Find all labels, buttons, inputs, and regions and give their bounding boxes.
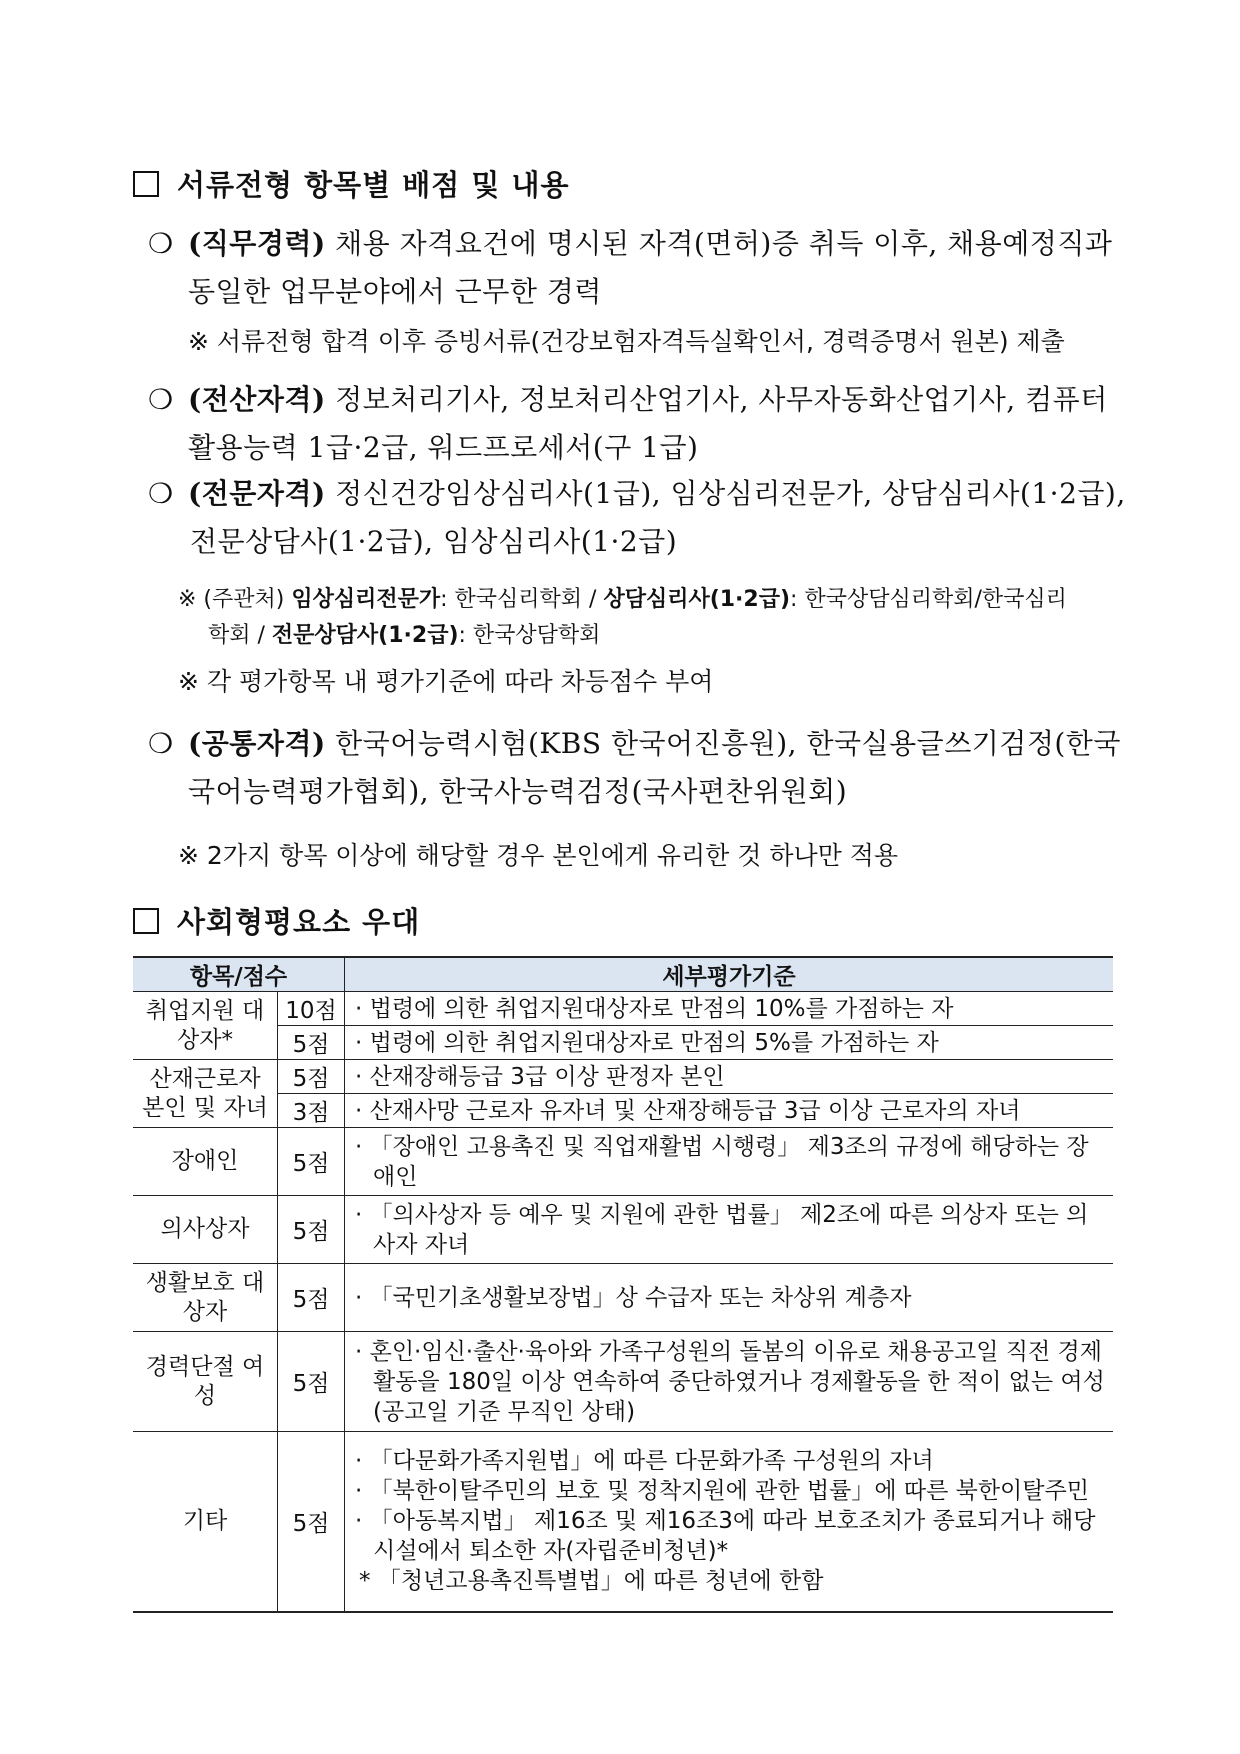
item-job-career: ❍ (직무경력) 채용 자격요건에 명시된 자격(면허)증 취득 이후, 채용예정직과 동일한 업무분야에서 근무한 경력 — [148, 220, 1112, 316]
table-row — [133, 1128, 1113, 1196]
score-cell: 5점 — [278, 1196, 345, 1264]
circle-bullet-icon: ❍ — [148, 727, 174, 760]
checkbox-square-icon — [133, 171, 159, 197]
category-cell: 기타 — [133, 1432, 278, 1612]
table-row — [133, 1060, 1113, 1094]
table-row — [133, 1196, 1113, 1264]
table-header-row — [133, 957, 1113, 992]
score-cell: 3점 — [278, 1094, 345, 1128]
category-cell: 취업지원 대상자* — [133, 992, 278, 1060]
criteria-cell: · 「국민기초생활보장법」상 수급자 또는 차상위 계층자 — [345, 1264, 1114, 1332]
checkbox-square-icon — [133, 908, 159, 934]
note-career-documents: ※ 서류전형 합격 이후 증빙서류(건강보험자격득실확인서, 경력증명서 원본) 제출 — [188, 327, 1065, 356]
category-cell: 의사상자 — [133, 1196, 278, 1264]
section2-heading: 사회형평요소 우대 — [133, 900, 420, 941]
item-common-certificate: ❍ (공통자격) 한국어능력시험(KBS 한국어진흥원), 한국실용글쓰기검정(한국 국어능력평가협회), 한국사능력검정(국사편찬위원회) — [148, 720, 1121, 816]
header-criteria: 세부평가기준 — [345, 957, 1114, 992]
criteria-cell: · 「의사상자 등 예우 및 지원에 관한 법률」 제2조에 따른 의상자 또는 의사자 자녀 — [345, 1196, 1114, 1264]
score-cell: 5점 — [278, 1264, 345, 1332]
criteria-cell: · 「다문화가족지원법」에 따른 다문화가족 구성원의 자녀 · 「북한이탈주민의 보호 및 정착지원에 관한 법률」에 따른 북한이탈주민 · 「아동복지법」 제16조 및 제16조3에 따라 보호조치가 종료되거나 해당 시설에서 퇴소한 자(자립준비청년)* * 「청년고용촉진특별법」에 따른 청년에 한함 — [345, 1432, 1114, 1612]
item-it-certificate: ❍ (전산자격) 정보처리기사, 정보처리산업기사, 사무자동화산업기사, 컴퓨터 활용능력 1급·2급, 워드프로세서(구 1급) — [148, 376, 1108, 472]
header-item: 항목/점수 — [133, 957, 345, 992]
table-row — [133, 1264, 1113, 1332]
category-cell: 경력단절 여성 — [133, 1332, 278, 1432]
circle-bullet-icon: ❍ — [148, 477, 174, 510]
table-row — [133, 1094, 1113, 1128]
score-cell: 10점 — [278, 992, 345, 1026]
item-professional-certificate: ❍ (전문자격) 정신건강임상심리사(1급), 임상심리전문가, 상담심리사(1·2급), 전문상담사(1·2급), 임상심리사(1·2급) — [148, 470, 1126, 566]
item-label: (공통자격) — [188, 727, 326, 760]
section1-heading: 서류전형 항목별 배점 및 내용 — [133, 163, 570, 204]
criteria-cell: · 혼인·임신·출산·육아와 가족구성원의 돌봄의 이유로 채용공고일 직전 경제활동을 180일 이상 연속하여 중단하였거나 경제활동을 한 적이 없는 여성(공고일 기준 무직인 상태) — [345, 1332, 1114, 1432]
score-cell: 5점 — [278, 1432, 345, 1612]
criteria-cell: · 법령에 의한 취업지원대상자로 만점의 5%를 가점하는 자 — [345, 1026, 1114, 1060]
note-differential-score: ※ 각 평가항목 내 평가기준에 따라 차등점수 부여 — [178, 667, 714, 696]
table-row — [133, 1026, 1113, 1060]
category-cell: 산재근로자 본인 및 자녀 — [133, 1060, 278, 1128]
table-row — [133, 992, 1113, 1026]
category-cell: 생활보호 대상자 — [133, 1264, 278, 1332]
item-label: (전산자격) — [188, 383, 326, 416]
table-row — [133, 1432, 1113, 1612]
criteria-cell: · 산재장해등급 3급 이상 판정자 본인 — [345, 1060, 1114, 1094]
criteria-cell: · 산재사망 근로자 유자녀 및 산재장해등급 3급 이상 근로자의 자녀 — [345, 1094, 1114, 1128]
criteria-cell: · 「장애인 고용촉진 및 직업재활법 시행령」 제3조의 규정에 해당하는 장애인 — [345, 1128, 1114, 1196]
circle-bullet-icon: ❍ — [148, 383, 174, 416]
criteria-cell: · 법령에 의한 취업지원대상자로 만점의 10%를 가점하는 자 — [345, 992, 1114, 1026]
item-label: (직무경력) — [188, 227, 326, 260]
item-label: (전문자격) — [188, 477, 326, 510]
preference-table — [133, 956, 1113, 1613]
score-cell: 5점 — [278, 1128, 345, 1196]
table-row — [133, 1332, 1113, 1432]
score-cell: 5점 — [278, 1060, 345, 1094]
category-cell: 장애인 — [133, 1128, 278, 1196]
note-one-item-only: ※ 2가지 항목 이상에 해당할 경우 본인에게 유리한 것 하나만 적용 — [178, 841, 899, 870]
note-organizers: ※ (주관처) 임상심리전문가: 한국심리학회 / 상담심리사(1·2급): 한국상담심리학회/한국심리 학회 / 전문상담사(1·2급): 한국상담학회 — [178, 587, 1067, 648]
circle-bullet-icon: ❍ — [148, 227, 174, 260]
score-cell: 5점 — [278, 1332, 345, 1432]
score-cell: 5점 — [278, 1026, 345, 1060]
